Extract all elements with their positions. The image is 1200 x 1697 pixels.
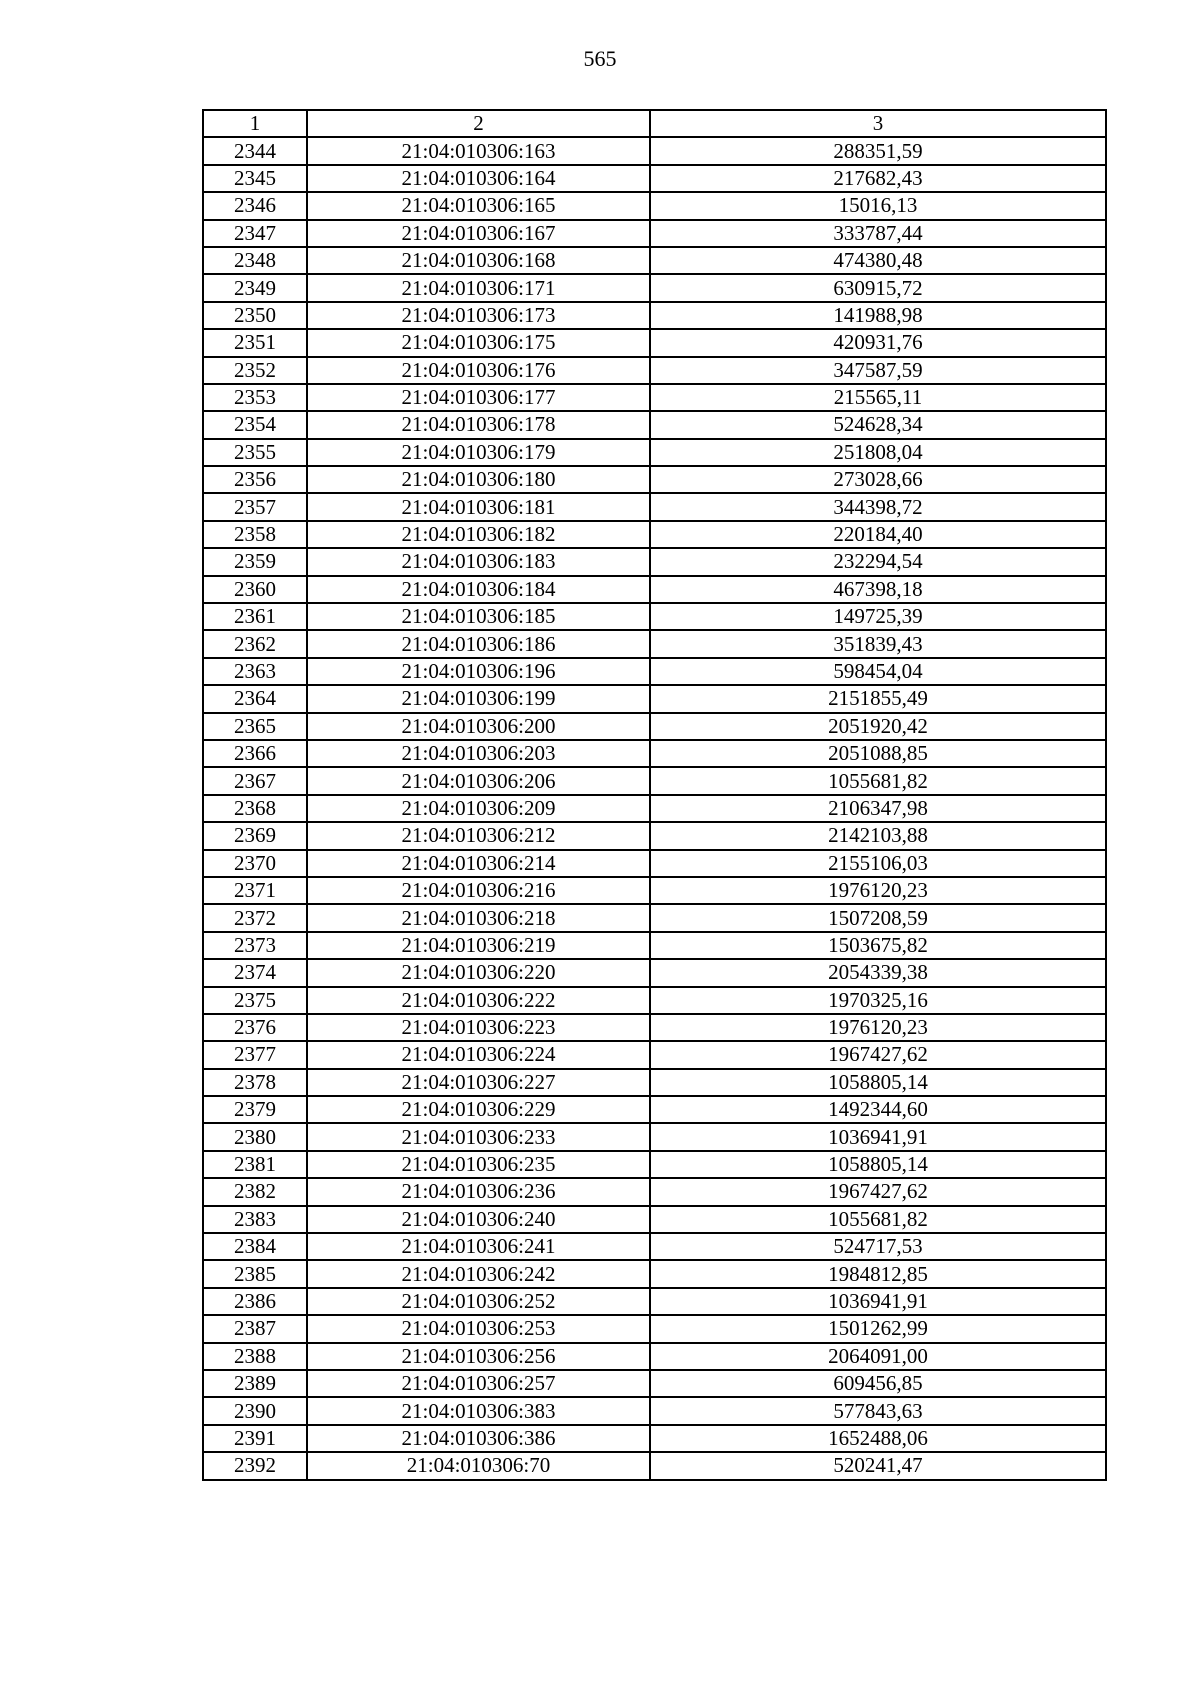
table-row (203, 987, 1106, 1014)
row-number-cell: 2362 (203, 630, 307, 657)
table-row (203, 1206, 1106, 1233)
row-number-cell: 2377 (203, 1041, 307, 1068)
value-cell: 232294,54 (650, 548, 1106, 575)
cadastral-number-cell: 21:04:010306:200 (307, 713, 650, 740)
value-cell: 15016,13 (650, 192, 1106, 219)
row-number-cell: 2358 (203, 521, 307, 548)
cadastral-number-cell: 21:04:010306:235 (307, 1151, 650, 1178)
value-cell: 630915,72 (650, 274, 1106, 301)
row-number-cell: 2379 (203, 1096, 307, 1123)
value-cell: 2151855,49 (650, 685, 1106, 712)
cadastral-number-cell: 21:04:010306:240 (307, 1206, 650, 1233)
value-cell: 2064091,00 (650, 1343, 1106, 1370)
row-number-cell: 2383 (203, 1206, 307, 1233)
value-cell: 1055681,82 (650, 767, 1106, 794)
row-number-cell: 2367 (203, 767, 307, 794)
row-number-cell: 2360 (203, 576, 307, 603)
value-cell: 1036941,91 (650, 1123, 1106, 1150)
data-table (202, 109, 1107, 1481)
row-number-cell: 2372 (203, 904, 307, 931)
cadastral-number-cell: 21:04:010306:223 (307, 1014, 650, 1041)
row-number-cell: 2378 (203, 1069, 307, 1096)
table-row (203, 1069, 1106, 1096)
cadastral-number-cell: 21:04:010306:242 (307, 1260, 650, 1287)
table-row (203, 1425, 1106, 1452)
value-cell: 609456,85 (650, 1370, 1106, 1397)
cadastral-number-cell: 21:04:010306:229 (307, 1096, 650, 1123)
table-row (203, 329, 1106, 356)
cadastral-number-cell: 21:04:010306:252 (307, 1288, 650, 1315)
value-cell: 1976120,23 (650, 877, 1106, 904)
value-cell: 2142103,88 (650, 822, 1106, 849)
cadastral-number-cell: 21:04:010306:253 (307, 1315, 650, 1342)
cadastral-number-cell: 21:04:010306:219 (307, 932, 650, 959)
row-number-cell: 2373 (203, 932, 307, 959)
value-cell: 1976120,23 (650, 1014, 1106, 1041)
value-cell: 524628,34 (650, 411, 1106, 438)
cadastral-number-cell: 21:04:010306:171 (307, 274, 650, 301)
table-row (203, 1096, 1106, 1123)
row-number-cell: 2375 (203, 987, 307, 1014)
cadastral-number-cell: 21:04:010306:199 (307, 685, 650, 712)
table-row (203, 137, 1106, 164)
cadastral-number-cell: 21:04:010306:180 (307, 466, 650, 493)
value-cell: 1058805,14 (650, 1069, 1106, 1096)
value-cell: 1652488,06 (650, 1425, 1106, 1452)
column-header-2: 2 (307, 110, 650, 137)
cadastral-number-cell: 21:04:010306:220 (307, 959, 650, 986)
table-row (203, 493, 1106, 520)
cadastral-number-cell: 21:04:010306:256 (307, 1343, 650, 1370)
cadastral-number-cell: 21:04:010306:216 (307, 877, 650, 904)
row-number-cell: 2357 (203, 493, 307, 520)
cadastral-number-cell: 21:04:010306:196 (307, 658, 650, 685)
table-row (203, 1014, 1106, 1041)
row-number-cell: 2371 (203, 877, 307, 904)
row-number-cell: 2361 (203, 603, 307, 630)
table-row (203, 795, 1106, 822)
table-row (203, 274, 1106, 301)
value-cell: 2051088,85 (650, 740, 1106, 767)
table-row (203, 1452, 1106, 1479)
row-number-cell: 2374 (203, 959, 307, 986)
value-cell: 1507208,59 (650, 904, 1106, 931)
value-cell: 220184,40 (650, 521, 1106, 548)
value-cell: 1501262,99 (650, 1315, 1106, 1342)
row-number-cell: 2351 (203, 329, 307, 356)
row-number-cell: 2348 (203, 247, 307, 274)
row-number-cell: 2344 (203, 137, 307, 164)
row-number-cell: 2391 (203, 1425, 307, 1452)
row-number-cell: 2350 (203, 302, 307, 329)
table-row (203, 822, 1106, 849)
row-number-cell: 2347 (203, 220, 307, 247)
cadastral-number-cell: 21:04:010306:182 (307, 521, 650, 548)
cadastral-number-cell: 21:04:010306:209 (307, 795, 650, 822)
row-number-cell: 2355 (203, 439, 307, 466)
value-cell: 1503675,82 (650, 932, 1106, 959)
row-number-cell: 2364 (203, 685, 307, 712)
cadastral-number-cell: 21:04:010306:173 (307, 302, 650, 329)
cadastral-number-cell: 21:04:010306:70 (307, 1452, 650, 1479)
cadastral-number-cell: 21:04:010306:227 (307, 1069, 650, 1096)
cadastral-number-cell: 21:04:010306:183 (307, 548, 650, 575)
table-row (203, 548, 1106, 575)
row-number-cell: 2390 (203, 1397, 307, 1424)
table-row (203, 357, 1106, 384)
value-cell: 467398,18 (650, 576, 1106, 603)
cadastral-number-cell: 21:04:010306:167 (307, 220, 650, 247)
value-cell: 149725,39 (650, 603, 1106, 630)
table-row (203, 1178, 1106, 1205)
value-cell: 288351,59 (650, 137, 1106, 164)
page-number: 565 (583, 46, 617, 71)
row-number-cell: 2392 (203, 1452, 307, 1479)
cadastral-number-cell: 21:04:010306:236 (307, 1178, 650, 1205)
value-cell: 420931,76 (650, 329, 1106, 356)
row-number-cell: 2363 (203, 658, 307, 685)
cadastral-number-cell: 21:04:010306:185 (307, 603, 650, 630)
table-row (203, 192, 1106, 219)
cadastral-number-cell: 21:04:010306:179 (307, 439, 650, 466)
row-number-cell: 2382 (203, 1178, 307, 1205)
value-cell: 2106347,98 (650, 795, 1106, 822)
table-row (203, 1397, 1106, 1424)
value-cell: 2051920,42 (650, 713, 1106, 740)
value-cell: 577843,63 (650, 1397, 1106, 1424)
row-number-cell: 2369 (203, 822, 307, 849)
value-cell: 217682,43 (650, 165, 1106, 192)
row-number-cell: 2389 (203, 1370, 307, 1397)
row-number-cell: 2370 (203, 850, 307, 877)
table-row (203, 630, 1106, 657)
row-number-cell: 2387 (203, 1315, 307, 1342)
cadastral-number-cell: 21:04:010306:176 (307, 357, 650, 384)
cadastral-number-cell: 21:04:010306:214 (307, 850, 650, 877)
row-number-cell: 2349 (203, 274, 307, 301)
row-number-cell: 2384 (203, 1233, 307, 1260)
value-cell: 1970325,16 (650, 987, 1106, 1014)
cadastral-number-cell: 21:04:010306:184 (307, 576, 650, 603)
row-number-cell: 2368 (203, 795, 307, 822)
value-cell: 333787,44 (650, 220, 1106, 247)
value-cell: 524717,53 (650, 1233, 1106, 1260)
row-number-cell: 2376 (203, 1014, 307, 1041)
table-row (203, 767, 1106, 794)
value-cell: 1492344,60 (650, 1096, 1106, 1123)
row-number-cell: 2381 (203, 1151, 307, 1178)
table-row (203, 713, 1106, 740)
value-cell: 351839,43 (650, 630, 1106, 657)
table-row (203, 220, 1106, 247)
row-number-cell: 2388 (203, 1343, 307, 1370)
table-row (203, 959, 1106, 986)
value-cell: 598454,04 (650, 658, 1106, 685)
cadastral-number-cell: 21:04:010306:177 (307, 384, 650, 411)
table-row (203, 932, 1106, 959)
table-row (203, 1315, 1106, 1342)
table-row (203, 1260, 1106, 1287)
table-row (203, 1041, 1106, 1068)
table-body (203, 137, 1106, 1479)
cadastral-number-cell: 21:04:010306:164 (307, 165, 650, 192)
row-number-cell: 2380 (203, 1123, 307, 1150)
table-row (203, 165, 1106, 192)
row-number-cell: 2385 (203, 1260, 307, 1287)
row-number-cell: 2356 (203, 466, 307, 493)
cadastral-number-cell: 21:04:010306:222 (307, 987, 650, 1014)
table-row (203, 850, 1106, 877)
cadastral-number-cell: 21:04:010306:383 (307, 1397, 650, 1424)
value-cell: 2054339,38 (650, 959, 1106, 986)
table-row (203, 658, 1106, 685)
table-row (203, 521, 1106, 548)
table-row (203, 877, 1106, 904)
column-header-3: 3 (650, 110, 1106, 137)
cadastral-number-cell: 21:04:010306:175 (307, 329, 650, 356)
table-row (203, 685, 1106, 712)
table-row (203, 411, 1106, 438)
table-row (203, 1151, 1106, 1178)
table-row (203, 247, 1106, 274)
cadastral-number-cell: 21:04:010306:241 (307, 1233, 650, 1260)
cadastral-number-cell: 21:04:010306:163 (307, 137, 650, 164)
row-number-cell: 2359 (203, 548, 307, 575)
table-header-row (203, 110, 1106, 137)
value-cell: 2155106,03 (650, 850, 1106, 877)
cadastral-number-cell: 21:04:010306:203 (307, 740, 650, 767)
table-row (203, 603, 1106, 630)
cadastral-number-cell: 21:04:010306:218 (307, 904, 650, 931)
cadastral-number-cell: 21:04:010306:168 (307, 247, 650, 274)
table-row (203, 1288, 1106, 1315)
row-number-cell: 2353 (203, 384, 307, 411)
value-cell: 1055681,82 (650, 1206, 1106, 1233)
value-cell: 344398,72 (650, 493, 1106, 520)
table-row (203, 904, 1106, 931)
row-number-cell: 2352 (203, 357, 307, 384)
cadastral-number-cell: 21:04:010306:257 (307, 1370, 650, 1397)
cadastral-number-cell: 21:04:010306:212 (307, 822, 650, 849)
cadastral-number-cell: 21:04:010306:224 (307, 1041, 650, 1068)
value-cell: 474380,48 (650, 247, 1106, 274)
row-number-cell: 2354 (203, 411, 307, 438)
value-cell: 1967427,62 (650, 1178, 1106, 1205)
cadastral-number-cell: 21:04:010306:206 (307, 767, 650, 794)
cadastral-number-cell: 21:04:010306:165 (307, 192, 650, 219)
value-cell: 1967427,62 (650, 1041, 1106, 1068)
cadastral-number-cell: 21:04:010306:233 (307, 1123, 650, 1150)
value-cell: 1058805,14 (650, 1151, 1106, 1178)
value-cell: 215565,11 (650, 384, 1106, 411)
cadastral-number-cell: 21:04:010306:386 (307, 1425, 650, 1452)
table-row (203, 1343, 1106, 1370)
cadastral-number-cell: 21:04:010306:186 (307, 630, 650, 657)
table-row (203, 302, 1106, 329)
cadastral-number-cell: 21:04:010306:178 (307, 411, 650, 438)
row-number-cell: 2365 (203, 713, 307, 740)
table-row (203, 1123, 1106, 1150)
value-cell: 273028,66 (650, 466, 1106, 493)
table-row (203, 740, 1106, 767)
table-row (203, 576, 1106, 603)
table-row (203, 1233, 1106, 1260)
table-row (203, 1370, 1106, 1397)
table-row (203, 439, 1106, 466)
value-cell: 520241,47 (650, 1452, 1106, 1479)
value-cell: 1036941,91 (650, 1288, 1106, 1315)
row-number-cell: 2345 (203, 165, 307, 192)
value-cell: 1984812,85 (650, 1260, 1106, 1287)
column-header-1: 1 (203, 110, 307, 137)
value-cell: 141988,98 (650, 302, 1106, 329)
row-number-cell: 2346 (203, 192, 307, 219)
value-cell: 347587,59 (650, 357, 1106, 384)
row-number-cell: 2386 (203, 1288, 307, 1315)
row-number-cell: 2366 (203, 740, 307, 767)
value-cell: 251808,04 (650, 439, 1106, 466)
cadastral-number-cell: 21:04:010306:181 (307, 493, 650, 520)
table-row (203, 384, 1106, 411)
table-row (203, 466, 1106, 493)
